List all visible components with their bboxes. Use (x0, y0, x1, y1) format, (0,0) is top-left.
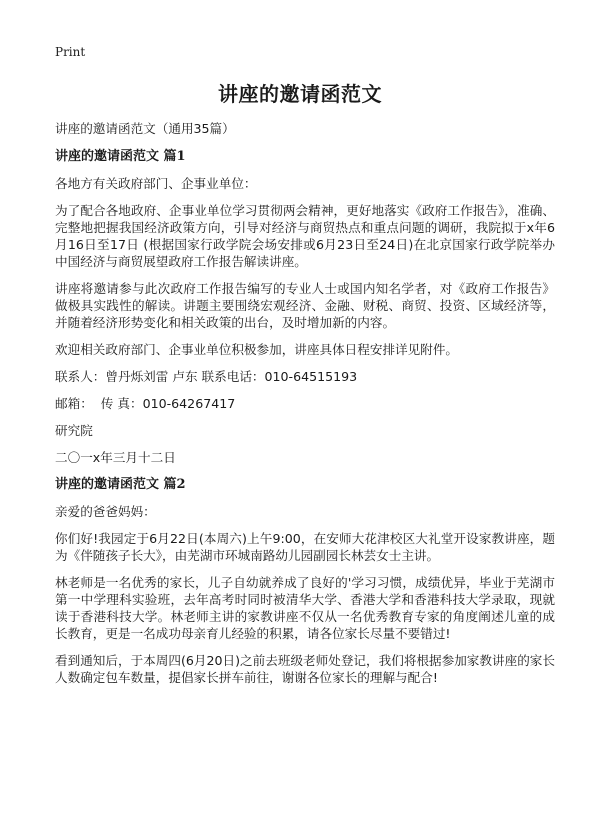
salutation: 各地方有关政府部门、企事业单位： (55, 176, 257, 191)
section-heading: 讲座的邀请函范文 篇1 (55, 149, 186, 164)
email-fax-line: 邮箱： 传 真：010-64267417 (55, 396, 236, 411)
signature-org: 研究院 (55, 423, 93, 438)
body-paragraph: 看到通知后，于本周四(6月20日)之前去班级老师处登记，我们将根据参加家教讲座的家长人数确定包车数量，提倡家长拼车前往，谢谢各位家长的理解与配合! (55, 653, 555, 685)
body-paragraph: 为了配合各地政府、企事业单位学习贯彻两会精神，更好地落实《政府工作报告》，准确、完整地把握我国经济政策方向，引导对经济与商贸热点和重点问题的调研，我院拟于x年6月16日至17日 (根据国家行政学院会场安排或6月23日至24日)在北京国家行政学院举办中国经济与商贸展望政府工作报告解读讲座。 (55, 203, 555, 269)
body-paragraph: 欢迎相关政府部门、企事业单位积极参加，讲座具体日程安排详见附件。 (55, 342, 458, 357)
body-paragraph: 讲座将邀请参与此次政府工作报告编写的专业人士或国内知名学者，对《政府工作报告》做极具实践性的解读。讲题主要围绕宏观经济、金融、财税、商贸、投资、区域经济等，并随着经济形势变化和相关政策的出台，及时增加新的内容。 (55, 281, 555, 330)
document-body (55, 120, 555, 696)
body-paragraph: 你们好!我园定于6月22日(本周六)上午9:00，在安师大花津校区大礼堂开设家教讲座，题为《伴随孩子长大》，由芜湖市环城南路幼儿园副园长林芸女士主讲。 (55, 531, 555, 563)
print-link[interactable]: Print (55, 45, 86, 59)
contact-line: 联系人：曾丹烁刘雷 卢东 联系电话：010-64515193 (55, 369, 358, 384)
body-paragraph: 林老师是一名优秀的家长，儿子自幼就养成了良好的'学习习惯，成绩优异，毕业于芜湖市第一中学理科实验班，去年高考时同时被清华大学、香港大学和香港科技大学录取，现就读于香港科技大学。林老师主讲的家教讲座不仅从一名优秀教育专家的角度阐述儿童的成长教育，更是一名成功母亲育儿经验的积累，请各位家长尽量不要错过! (55, 575, 555, 641)
document-subtitle: 讲座的邀请函范文（通用35篇） (55, 121, 235, 136)
salutation: 亲爱的爸爸妈妈： (55, 504, 156, 519)
signature-date: 二〇一x年三月十二日 (55, 450, 176, 465)
section-heading: 讲座的邀请函范文 篇2 (55, 477, 186, 492)
page-title: 讲座的邀请函范文 (218, 82, 382, 106)
